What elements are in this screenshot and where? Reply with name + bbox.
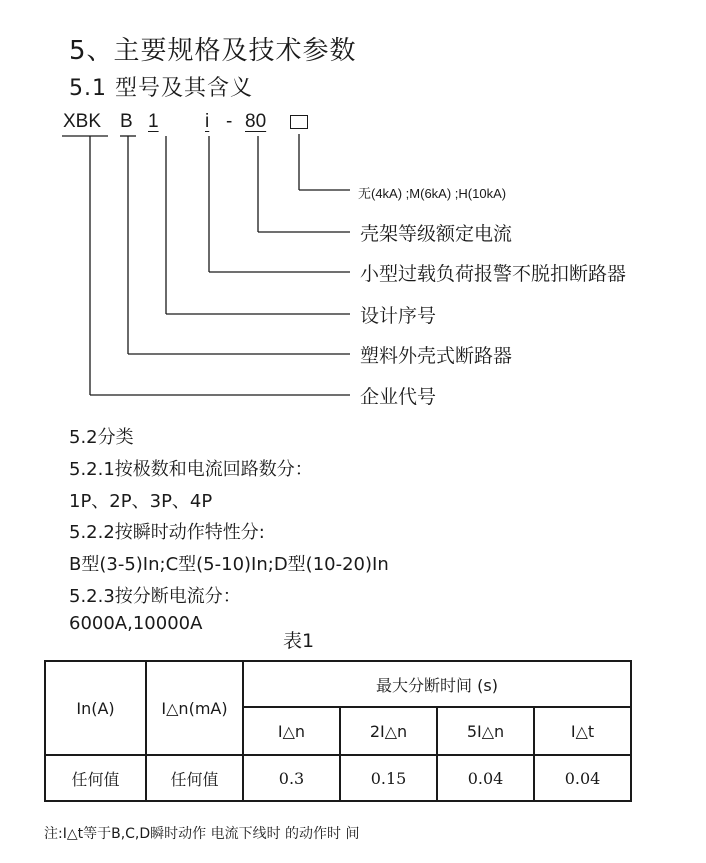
class-line-4: 5.2.2按瞬时动作特性分: — [69, 522, 265, 543]
code-80: 80 — [245, 111, 267, 132]
table-cell: 0.3 — [243, 755, 340, 801]
header-sub: I△t — [534, 707, 631, 755]
header-in: In(A) — [45, 661, 146, 755]
code-1: 1 — [148, 111, 159, 132]
table-row — [45, 755, 631, 801]
class-line-2: 5.2.1按极数和电流回路数分： — [69, 459, 313, 480]
code-i: i — [205, 111, 210, 132]
class-line-1: 5.2分类 — [69, 427, 134, 448]
subsection-heading: 5.1 型号及其含义 — [69, 76, 253, 101]
label-overload-alarm: 小型过载负荷报警不脱扣断路器 — [360, 263, 627, 285]
table-cell: 任何值 — [146, 755, 243, 801]
label-frame-current: 壳架等级额定电流 — [360, 223, 513, 245]
code-dash: - — [226, 111, 233, 132]
code-b: B — [120, 111, 133, 132]
label-design-number: 设计序号 — [360, 305, 437, 327]
header-idn: I△n(mA) — [146, 661, 243, 755]
label-capacity: 无(4kA) ;M(6kA) ;H(10kA) — [358, 186, 507, 201]
header-sub: 5I△n — [437, 707, 534, 755]
header-sub: 2I△n — [340, 707, 437, 755]
table-title: 表1 — [283, 630, 315, 652]
class-line-6: 5.2.3按分断电流分： — [69, 586, 241, 607]
class-line-7: 6000A,10000A — [69, 613, 203, 634]
code-xbk: XBK — [63, 111, 102, 132]
table-cell: 任何值 — [45, 755, 146, 801]
header-sub: I△n — [243, 707, 340, 755]
footnote: 注:I△t等于B,C,D瞬时动作 电流下线时 的动作时 间 — [44, 826, 360, 842]
label-breaker-type: 塑料外壳式断路器 — [360, 345, 513, 367]
class-line-5: B型(3-5)In;C型(5-10)In;D型(10-20)In — [69, 554, 389, 575]
label-company-code: 企业代号 — [360, 386, 437, 408]
table-cell: 0.15 — [340, 755, 437, 801]
header-max-break-time: 最大分断时间 (s) — [243, 661, 631, 707]
section-heading: 5、主要规格及技术参数 — [69, 36, 357, 66]
class-line-3: 1P、2P、3P、4P — [69, 491, 213, 512]
table-cell: 0.04 — [534, 755, 631, 801]
spec-table — [44, 660, 632, 802]
model-diagram-lines — [0, 0, 706, 420]
table-cell: 0.04 — [437, 755, 534, 801]
